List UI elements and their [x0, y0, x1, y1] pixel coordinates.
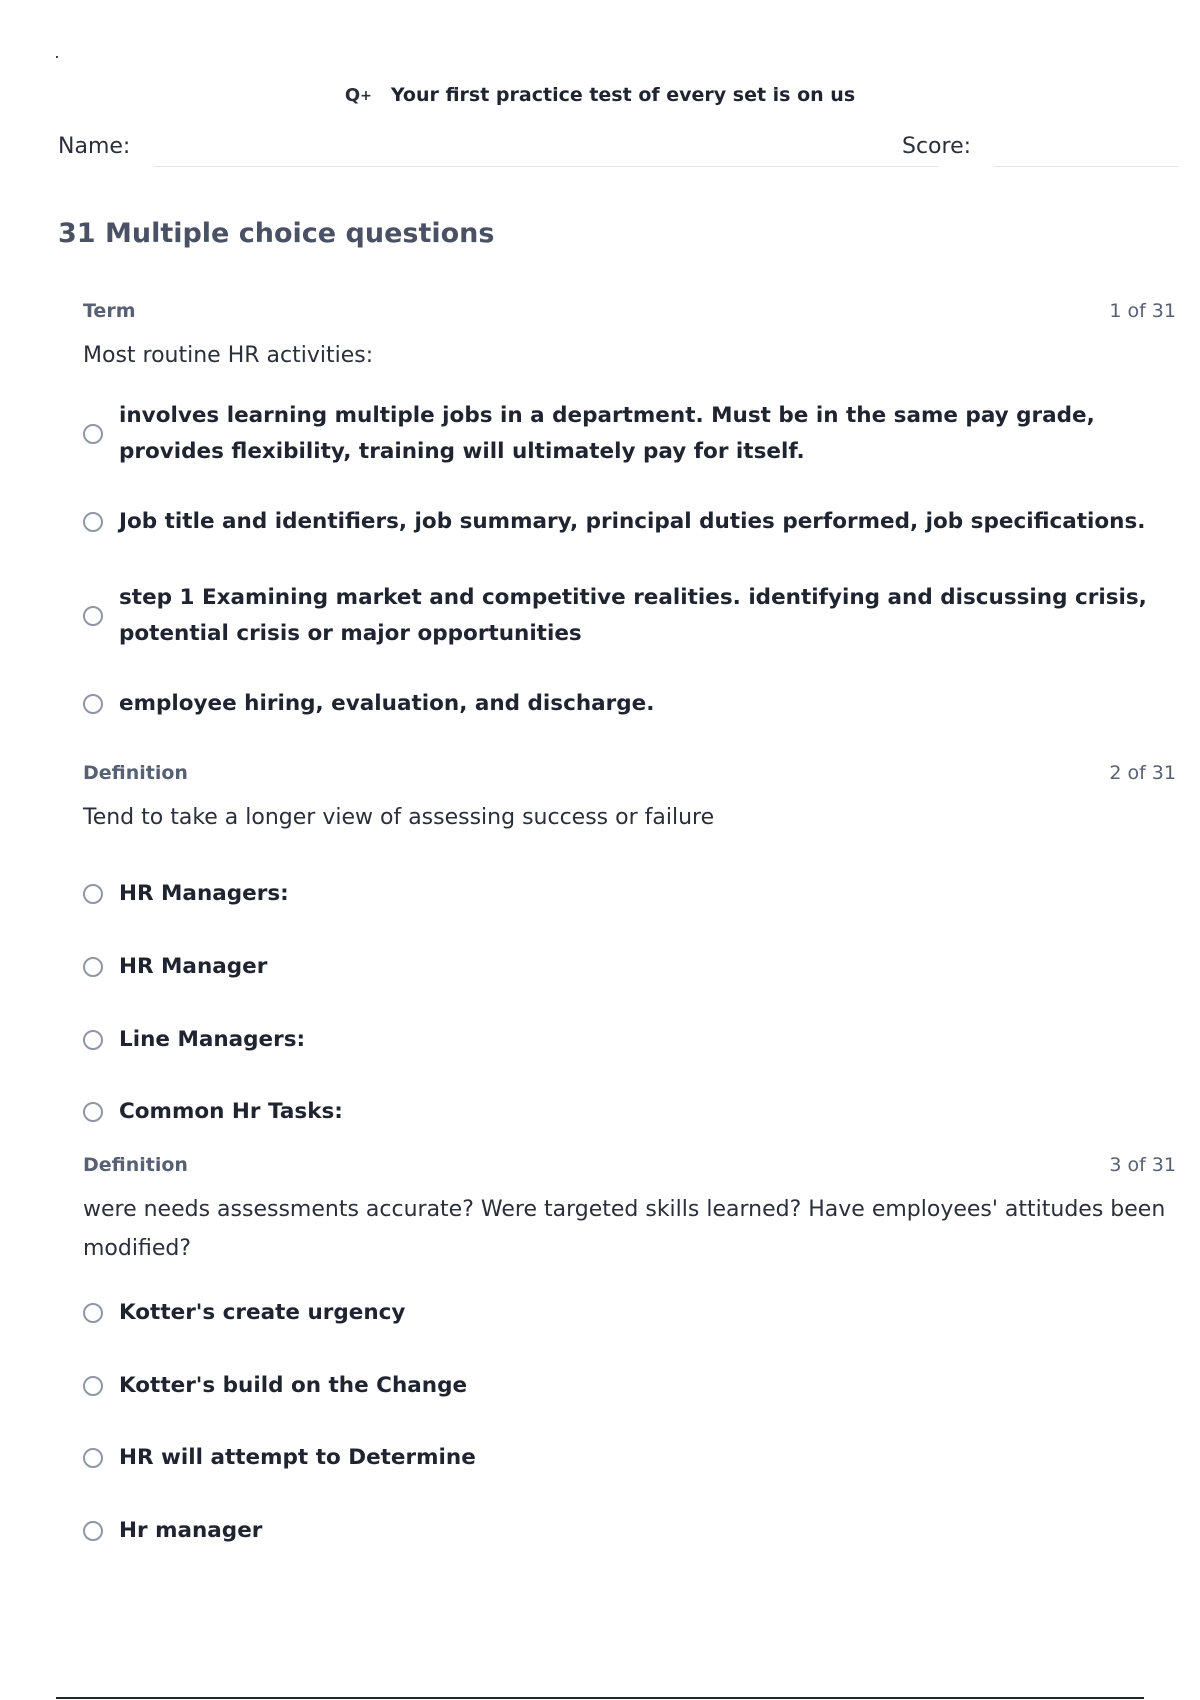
radio-button-icon[interactable] [83, 1030, 103, 1050]
radio-button-icon[interactable] [83, 1376, 103, 1396]
question-card [83, 762, 1176, 1124]
radio-button-icon[interactable] [83, 957, 103, 977]
answer-option[interactable] [83, 398, 1176, 470]
answer-option[interactable] [83, 1513, 1176, 1549]
section-title: 31 Multiple choice questions [58, 218, 495, 249]
radio-button-icon[interactable] [83, 1521, 103, 1541]
answer-option[interactable] [83, 686, 1176, 722]
answer-option-text: Hr manager [119, 1518, 263, 1543]
radio-button-icon[interactable] [83, 512, 103, 532]
question-type: Definition [83, 1154, 188, 1176]
answer-option-text: Kotter's build on the Change [119, 1373, 468, 1398]
question-type: Definition [83, 762, 188, 784]
answer-option-text: Kotter's create urgency [119, 1300, 406, 1325]
name-label: Name: [58, 134, 131, 159]
answer-option[interactable] [83, 1094, 1176, 1130]
question-counter: 1 of 31 [1109, 300, 1176, 322]
answer-option-text: HR will attempt to Determine [119, 1445, 476, 1470]
quizlet-plus-logo-icon: Q+ [344, 84, 371, 106]
radio-button-icon[interactable] [83, 1303, 103, 1323]
answer-option[interactable] [83, 580, 1176, 652]
radio-button-icon[interactable] [83, 1102, 103, 1122]
name-field[interactable] [153, 166, 938, 167]
answer-option-text: HR Managers: [119, 881, 289, 906]
promo-message: Your first practice test of every set is on us [390, 84, 856, 106]
answer-option-text: HR Manager [119, 954, 268, 979]
page-speck [56, 56, 58, 58]
answer-option-text: Job title and identifiers, job summary, principal duties performed, job specifications. [119, 509, 1146, 534]
answer-option-text: employee hiring, evaluation, and discharge. [119, 691, 655, 716]
score-label: Score: [902, 134, 972, 159]
answer-option-text: step 1 Examining market and competitive realities. identifying and discussing crisis, potential crisis or major opportunities [119, 585, 1147, 646]
answer-option[interactable] [83, 1295, 1176, 1331]
question-counter: 2 of 31 [1109, 762, 1176, 784]
question-prompt: Tend to take a longer view of assessing success or failure [83, 805, 715, 830]
promo-banner [0, 80, 1200, 110]
answer-option[interactable] [83, 504, 1176, 540]
radio-button-icon[interactable] [83, 606, 103, 626]
question-prompt: Most routine HR activities: [83, 343, 374, 368]
answer-option-text: Common Hr Tasks: [119, 1099, 343, 1124]
question-counter: 3 of 31 [1109, 1154, 1176, 1176]
question-card [83, 300, 1176, 716]
answer-option[interactable] [83, 1368, 1176, 1404]
question-card [83, 1154, 1176, 1543]
answer-option[interactable] [83, 876, 1176, 912]
answer-option-text: Line Managers: [119, 1027, 306, 1052]
score-field[interactable] [993, 166, 1178, 167]
question-type: Term [83, 300, 136, 322]
answer-option[interactable] [83, 1022, 1176, 1058]
radio-button-icon[interactable] [83, 694, 103, 714]
radio-button-icon[interactable] [83, 424, 103, 444]
answer-option-text: involves learning multiple jobs in a department. Must be in the same pay grade, provides flexibility, training will ultimately pay for itself. [119, 403, 1095, 464]
radio-button-icon[interactable] [83, 884, 103, 904]
name-score-row [58, 130, 1178, 170]
answer-option[interactable] [83, 1440, 1176, 1476]
page-bottom-divider [56, 1697, 1144, 1699]
answer-option[interactable] [83, 949, 1176, 985]
question-prompt: were needs assessments accurate? Were targeted skills learned? Have employees' attitudes been modified? [83, 1197, 1166, 1261]
radio-button-icon[interactable] [83, 1448, 103, 1468]
